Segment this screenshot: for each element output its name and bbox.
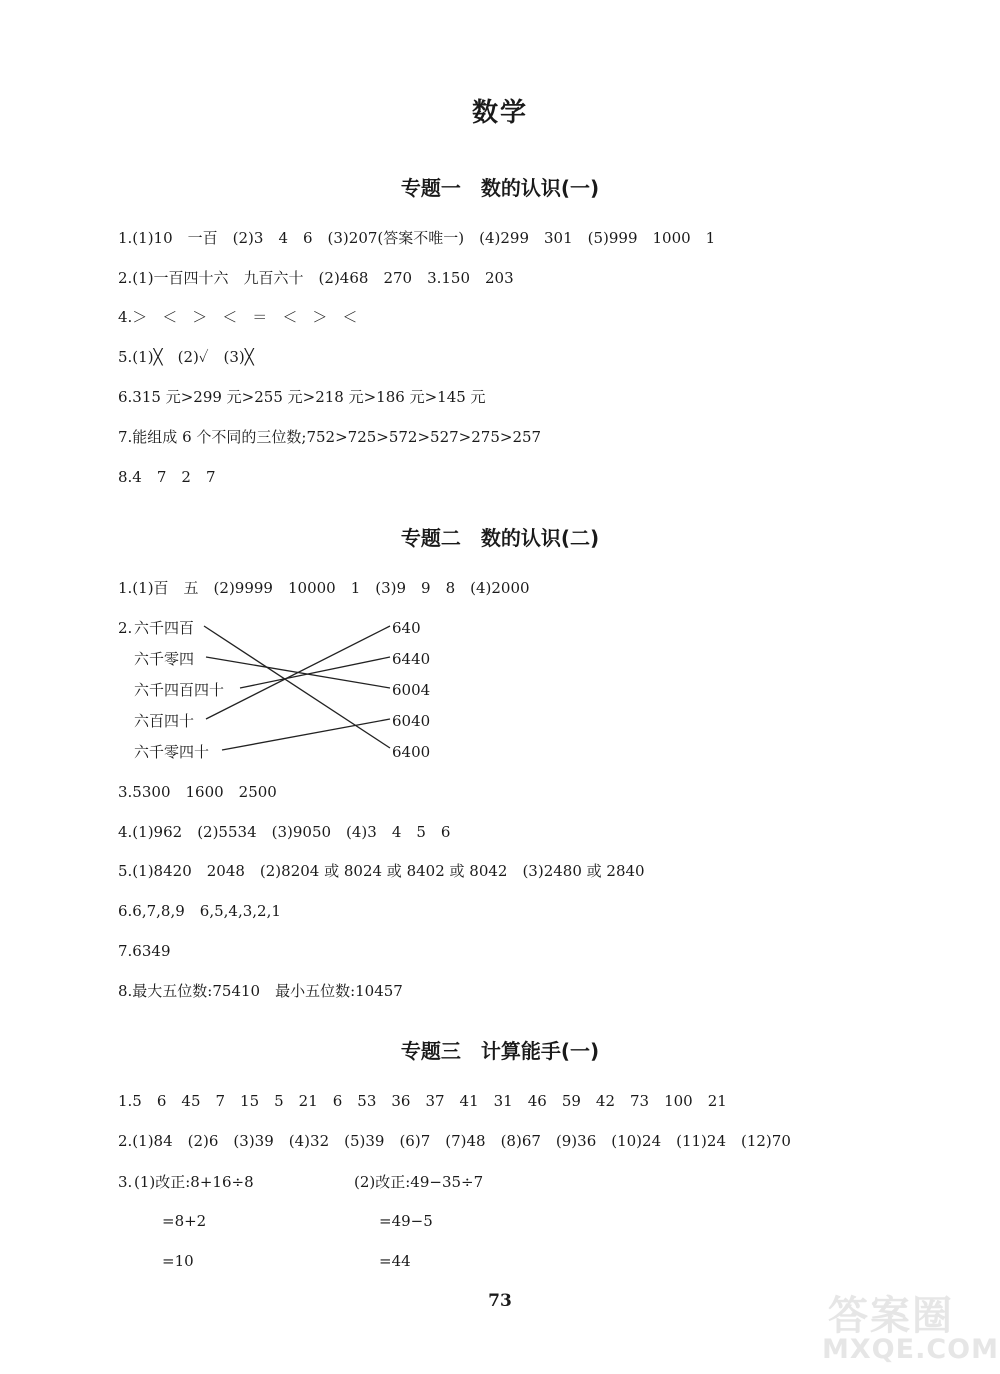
s1-line-1: 1.(1)10 一百 (2)3 4 6 (3)207(答案不唯一) (4)299 301 (5)999 1000 1 <box>118 229 716 247</box>
matching-left-1: 六千四百 <box>134 619 195 637</box>
watermark-logo <box>822 1284 999 1369</box>
matching-right-2: 6440 <box>392 650 431 668</box>
s1-line-7: 8.4 7 2 7 <box>118 468 216 486</box>
matching-right-5: 6400 <box>392 743 431 761</box>
section-1-heading: 专题一 数的认识(一) <box>400 176 600 200</box>
s2-line-7: 7.6349 <box>118 942 171 960</box>
watermark-top-text: 答案圈 <box>828 1293 954 1339</box>
q3-right-2: =49−5 <box>379 1212 433 1230</box>
s2-line-1: 1.(1)百 五 (2)9999 10000 1 (3)9 9 8 (4)2000 <box>118 579 530 597</box>
s2-line-3: 3.5300 1600 2500 <box>118 783 277 801</box>
s1-line-6: 7.能组成 6 个不同的三位数;752>725>572>527>275>257 <box>118 428 542 446</box>
match-line-1 <box>204 626 390 748</box>
s3-line-2: 2.(1)84 (2)6 (3)39 (4)32 (5)39 (6)7 (7)48 (8)67 (9)36 (10)24 (11)24 (12)70 <box>118 1132 791 1150</box>
match-line-4 <box>206 626 390 719</box>
match-line-3 <box>240 657 390 688</box>
q3-left-2: =8+2 <box>162 1212 207 1230</box>
q3-prefix: 3. <box>118 1173 133 1191</box>
section-3-heading: 专题三 计算能手(一) <box>400 1039 600 1063</box>
watermark-bottom-text: MXQE.COM <box>822 1334 999 1365</box>
section-2-heading: 专题二 数的认识(二) <box>400 526 600 550</box>
q3-right-3: =44 <box>379 1252 411 1270</box>
s1-line-5: 6.315 元>299 元>255 元>218 元>186 元>145 元 <box>118 388 486 406</box>
matching-left-2: 六千零四 <box>134 650 195 668</box>
s2-line-5: 5.(1)8420 2048 (2)8204 或 8024 或 8402 或 8042 (3)2480 或 2840 <box>118 862 645 880</box>
s3-line-1: 1.5 6 45 7 15 5 21 6 53 36 37 41 31 46 59 42 73 100 21 <box>118 1092 727 1110</box>
s2-line-6: 6.6,7,8,9 6,5,4,3,2,1 <box>118 902 281 920</box>
matching-left-3: 六千四百四十 <box>134 681 225 699</box>
page-title: 数学 <box>471 98 528 128</box>
match-line-5 <box>222 719 390 750</box>
matching-right-1: 640 <box>392 619 421 637</box>
page-number: 73 <box>488 1291 512 1311</box>
matching-right-4: 6040 <box>392 712 431 730</box>
s1-line-4: 5.(1)╳ (2)✓ (3)╳ <box>118 348 254 366</box>
matching-left-5: 六千零四十 <box>134 743 210 761</box>
s2-line-4: 4.(1)962 (2)5534 (3)9050 (4)3 4 5 6 <box>118 823 451 841</box>
matching-prefix: 2. <box>118 619 133 637</box>
s1-line-2: 2.(1)一百四十六 九百六十 (2)468 270 3.150 203 <box>118 269 514 287</box>
s2-line-8: 8.最大五位数:75410 最小五位数:10457 <box>118 982 403 1000</box>
matching-left-4: 六百四十 <box>134 712 195 730</box>
matching-right-3: 6004 <box>392 681 431 699</box>
q3-right-1: (2)改正:49−35÷7 <box>354 1173 484 1191</box>
q3-left-1: (1)改正:8+16÷8 <box>134 1173 254 1191</box>
q3-left-3: =10 <box>162 1252 194 1270</box>
s1-line-3: 4.＞ ＜ ＞ ＜ ＝ ＜ ＞ ＜ <box>118 308 358 326</box>
